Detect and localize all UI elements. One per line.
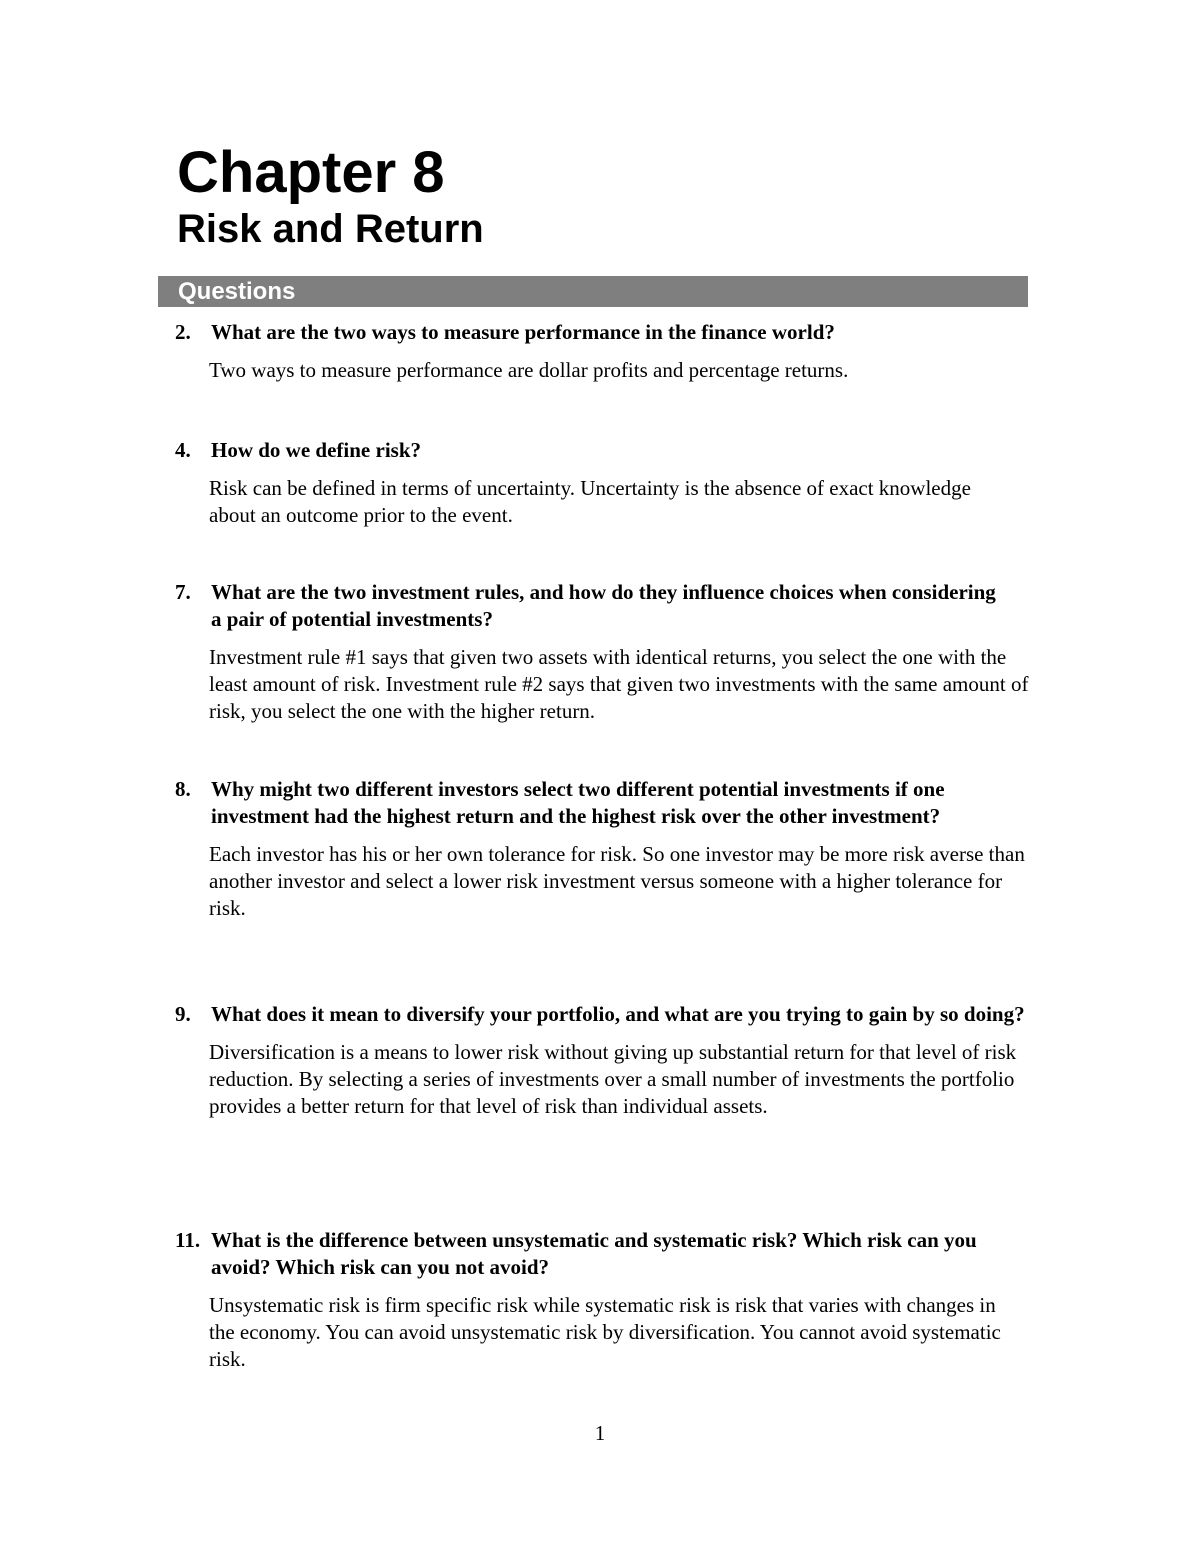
question-text: Why might two different investors select two different potential investments if one investment had the highest return and the highest risk over the other investment? — [211, 777, 945, 828]
answer-text: Risk can be defined in terms of uncertainty. Uncertainty is the absence of exact knowledge about an outcome prior to the event. — [209, 476, 971, 527]
question — [175, 579, 1001, 633]
answer-text: Unsystematic risk is firm specific risk while systematic risk is risk that varies with changes in the economy. You can avoid unsystematic risk by diversification. You cannot avoid systematic risk. — [209, 1293, 1001, 1371]
question-block-11 — [175, 1227, 1035, 1373]
question — [175, 776, 1031, 830]
answer-text: Two ways to measure performance are dollar profits and percentage returns. — [209, 358, 849, 382]
question-block-8 — [175, 776, 1035, 922]
chapter-title: Chapter 8 — [177, 140, 445, 205]
section-heading: Questions — [178, 278, 296, 305]
question-block-4 — [175, 437, 1035, 529]
section-header-bar — [158, 276, 1028, 307]
question-number: 7. — [175, 580, 191, 604]
question-number: 2. — [175, 320, 191, 344]
answer-text: Diversification is a means to lower risk without giving up substantial return for that level of risk reduction. By selecting a series of investments over a small number of investments the portfolio provides a better return for that level of risk than individual assets. — [209, 1040, 1017, 1118]
answer-text: Investment rule #1 says that given two assets with identical returns, you select the one with the least amount of risk. Investment rule #2 says that given two investments with the same amount of risk, you select the one with the higher return. — [209, 645, 1029, 723]
question-block-9 — [175, 1001, 1035, 1120]
question-number: 9. — [175, 1002, 191, 1026]
question-text: What is the difference between unsystematic and systematic risk? Which risk can you avoid? Which risk can you not avoid? — [211, 1228, 977, 1279]
question — [175, 319, 1035, 346]
question-number: 8. — [175, 777, 191, 801]
chapter-subtitle: Risk and Return — [177, 207, 484, 251]
question-block-7 — [175, 579, 1035, 725]
question-number: 11. — [175, 1228, 201, 1252]
page-number: 1 — [594, 1421, 606, 1445]
question — [175, 1001, 1071, 1028]
question-text: What are the two ways to measure performance in the finance world? — [211, 320, 835, 344]
question — [175, 1227, 1041, 1281]
question-block-2 — [175, 319, 1035, 384]
question-number: 4. — [175, 438, 191, 462]
question-text: How do we define risk? — [211, 438, 421, 462]
answer-text: Each investor has his or her own tolerance for risk. So one investor may be more risk averse than another investor and select a lower risk investment versus someone with a higher tolerance for risk. — [209, 842, 1025, 920]
question-text: What are the two investment rules, and how do they influence choices when considering a pair of potential investments? — [211, 580, 996, 631]
question-text: What does it mean to diversify your portfolio, and what are you trying to gain by so doing? — [211, 1002, 1025, 1026]
question — [175, 437, 1035, 464]
